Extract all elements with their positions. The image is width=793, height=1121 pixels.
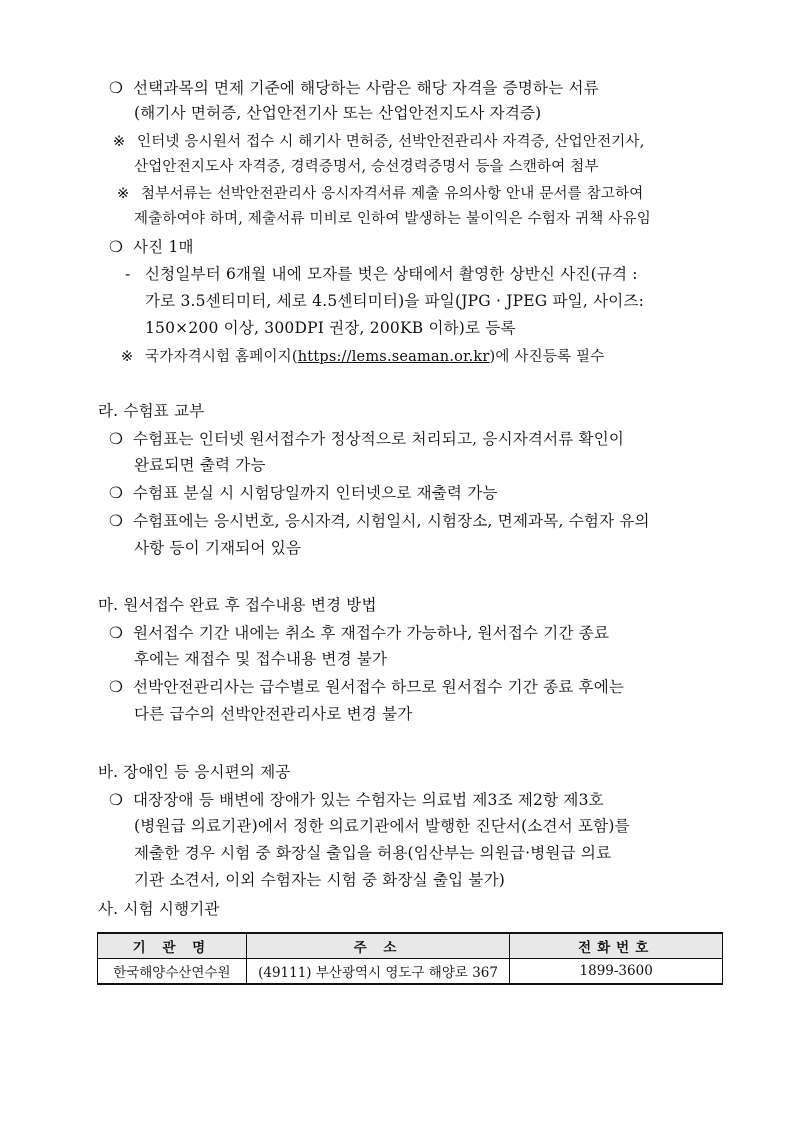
section-heading: 바. 장애인 등 응시편의 제공: [98, 763, 291, 781]
bullet-item: ❍ 수험표에는 응시번호, 응시자격, 시험일시, 시험장소, 면제과목, 수험자 유의: [109, 512, 650, 530]
circle-bullet-icon: ❍: [109, 238, 124, 256]
bullet-item-cont: 기관 소견서, 이외 수험자는 시험 중 화장실 출입 불가): [134, 871, 506, 889]
bullet-item: ❍ 수험표 분실 시 시험당일까지 인터넷으로 재출력 가능: [109, 484, 498, 502]
column-header: 기 관 명: [98, 933, 247, 959]
table-row: [98, 959, 723, 985]
circle-bullet-icon: ❍: [109, 678, 124, 696]
circle-bullet-icon: ❍: [109, 624, 124, 642]
bullet-item: ❍ 수험표는 인터넷 원서접수가 정상적으로 처리되고, 응시자격서류 확인이: [109, 430, 625, 448]
reference-mark-icon: ※: [121, 349, 134, 365]
circle-bullet-icon: ❍: [109, 512, 124, 530]
note-item-cont: 제출하여야 하며, 제출서류 미비로 인하여 발생하는 불이익은 수험자 귀책 사유임: [134, 211, 651, 227]
column-header: 전화번호: [510, 933, 723, 959]
institution-table: [97, 932, 723, 985]
bullet-item: ❍ 선택과목의 면제 기준에 해당하는 사람은 해당 자격을 증명하는 서류: [109, 79, 599, 97]
bullet-item: ❍ 선박안전관리사는 급수별로 원서접수 하므로 원서접수 기간 종료 후에는: [109, 678, 625, 696]
bullet-item-cont: (병원급 의료기관)에서 정한 의료기관에서 발행한 진단서(소견서 포함)를: [134, 817, 630, 835]
dash-item: - 신청일부터 6개월 내에 모자를 벗은 상태에서 촬영한 상반신 사진(규격 :: [125, 265, 638, 283]
bullet-item: ❍ 대장장애 등 배변에 장애가 있는 수험자는 의료법 제3조 제2항 제3호: [109, 791, 604, 809]
bullet-item-cont: 후에는 재접수 및 접수내용 변경 불가: [134, 650, 388, 668]
dash-icon: -: [125, 265, 131, 283]
dash-item-cont: 150×200 이상, 300DPI 권장, 200KB 이하)로 등록: [145, 319, 516, 337]
column-header: 주 소: [246, 933, 510, 959]
section-heading: 사. 시험 시행기관: [98, 900, 220, 918]
dash-item-cont: 가로 3.5센티미터, 세로 4.5센티미터)을 파일(JPG · JPEG 파일, 사이즈:: [145, 292, 645, 310]
section-heading: 라. 수험표 교부: [98, 402, 205, 420]
bullet-item-cont: 사항 등이 기재되어 있음: [134, 539, 302, 557]
homepage-link[interactable]: https://lems.seaman.or.kr: [297, 349, 490, 365]
bullet-item: ❍ 원서접수 기간 내에는 취소 후 재접수가 가능하나, 원서접수 기간 종료: [109, 624, 610, 642]
bullet-item-cont: 제출한 경우 시험 중 화장실 출입을 허용(임산부는 의원급·병원급 의료: [134, 844, 612, 862]
circle-bullet-icon: ❍: [109, 484, 124, 502]
bullet-item-cont: 완료되면 출력 가능: [134, 456, 266, 474]
reference-mark-icon: ※: [117, 186, 130, 202]
table-cell: 한국해양수산연수원: [98, 959, 247, 985]
note-item: ※ 첨부서류는 선박안전관리사 응시자격서류 제출 유의사항 안내 문서를 참고하여: [117, 183, 644, 205]
circle-bullet-icon: ❍: [109, 79, 124, 97]
bullet-item-cont: 다른 급수의 선박안전관리사로 변경 불가: [134, 705, 413, 723]
circle-bullet-icon: ❍: [109, 430, 124, 448]
table-header-row: [98, 933, 723, 959]
note-item: ※ 국가자격시험 홈페이지(https://lems.seaman.or.kr)에 사진등록 필수: [121, 346, 604, 368]
table-cell: (49111) 부산광역시 영도구 해양로 367: [246, 959, 510, 985]
bullet-item: ❍ 사진 1매: [109, 238, 194, 256]
note-item: ※ 인터넷 응시원서 접수 시 해기사 면허증, 선박안전관리사 자격증, 산업안전기사,: [113, 131, 645, 153]
circle-bullet-icon: ❍: [109, 791, 124, 809]
reference-mark-icon: ※: [113, 134, 126, 150]
bullet-item-cont: (해기사 면허증, 산업안전기사 또는 산업안전지도사 자격증): [134, 104, 542, 122]
note-item-cont: 산업안전지도사 자격증, 경력증명서, 승선경력증명서 등을 스캔하여 첨부: [134, 159, 599, 175]
section-heading: 마. 원서접수 완료 후 접수내용 변경 방법: [98, 596, 377, 614]
table-cell: 1899-3600: [510, 959, 723, 985]
